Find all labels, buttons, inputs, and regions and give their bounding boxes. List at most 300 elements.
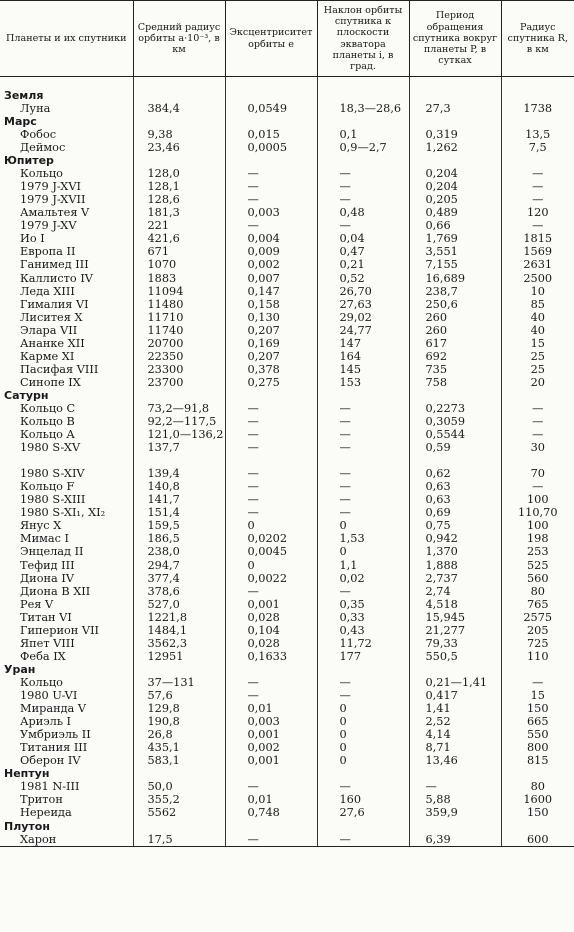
table-row bbox=[0, 376, 574, 389]
table-body bbox=[0, 77, 574, 847]
radius-cell: 765 bbox=[501, 598, 574, 611]
spacer-cell bbox=[225, 454, 317, 467]
period-cell: 1,262 bbox=[409, 141, 501, 154]
table-row bbox=[0, 833, 574, 847]
orbit-radius-cell: 1221,8 bbox=[133, 611, 225, 624]
eccentricity-cell: 0,001 bbox=[225, 754, 317, 767]
table-row bbox=[0, 285, 574, 298]
orbit-radius-cell: 23,46 bbox=[133, 141, 225, 154]
satellite-name: Кольцо B bbox=[20, 415, 75, 429]
header-radius-orbit: Средний радиус орбиты a·10⁻³, в км bbox=[133, 1, 225, 77]
satellite-name: Тритон bbox=[20, 793, 63, 807]
planet-name: Юпитер bbox=[4, 154, 54, 168]
radius-cell: 253 bbox=[501, 546, 574, 559]
inclination-cell: 145 bbox=[317, 363, 409, 376]
orbit-radius-cell: 3562,3 bbox=[133, 637, 225, 650]
planet-row bbox=[0, 767, 574, 780]
empty-cell bbox=[133, 154, 225, 167]
eccentricity-cell: 0,004 bbox=[225, 233, 317, 246]
radius-cell: 110 bbox=[501, 650, 574, 663]
orbit-radius-cell: 527,0 bbox=[133, 598, 225, 611]
satellite-name: Амальтея V bbox=[20, 206, 90, 220]
satellite-name: Элара VII bbox=[20, 323, 78, 337]
planet-name: Уран bbox=[4, 663, 36, 677]
empty-cell bbox=[133, 89, 225, 102]
radius-cell: — bbox=[501, 428, 574, 441]
inclination-cell: — bbox=[317, 219, 409, 232]
satellite-name: Тефид III bbox=[20, 558, 75, 572]
empty-cell bbox=[133, 767, 225, 780]
table-row bbox=[0, 780, 574, 793]
radius-cell: 2500 bbox=[501, 272, 574, 285]
satellite-name: Гиперион VII bbox=[20, 623, 99, 637]
planet-row bbox=[0, 389, 574, 402]
period-cell: 359,9 bbox=[409, 807, 501, 820]
eccentricity-cell: 0,009 bbox=[225, 246, 317, 259]
period-cell: 1,888 bbox=[409, 559, 501, 572]
table-row bbox=[0, 676, 574, 689]
satellite-name: Ариэль I bbox=[20, 715, 72, 729]
period-cell: 0,204 bbox=[409, 180, 501, 193]
satellite-name: Диона IV bbox=[20, 571, 74, 585]
inclination-cell: 1,53 bbox=[317, 533, 409, 546]
spacer-cell bbox=[317, 77, 409, 90]
radius-cell: 25 bbox=[501, 350, 574, 363]
satellite-name: Леда XIII bbox=[20, 284, 75, 298]
orbit-radius-cell: 137,7 bbox=[133, 441, 225, 454]
period-cell: 692 bbox=[409, 350, 501, 363]
radius-cell: 110,70 bbox=[501, 506, 574, 519]
period-cell: 260 bbox=[409, 324, 501, 337]
empty-cell bbox=[501, 154, 574, 167]
orbit-radius-cell: 139,4 bbox=[133, 467, 225, 480]
table-row bbox=[0, 428, 574, 441]
period-cell: 0,205 bbox=[409, 193, 501, 206]
orbit-radius-cell: 186,5 bbox=[133, 533, 225, 546]
planet-name: Плутон bbox=[4, 819, 50, 833]
table-row bbox=[0, 572, 574, 585]
orbit-radius-cell: 294,7 bbox=[133, 559, 225, 572]
empty-cell bbox=[225, 767, 317, 780]
eccentricity-cell: 0,0202 bbox=[225, 533, 317, 546]
period-cell: 735 bbox=[409, 363, 501, 376]
table-row bbox=[0, 206, 574, 219]
table-row bbox=[0, 167, 574, 180]
empty-cell bbox=[409, 115, 501, 128]
table-row bbox=[0, 141, 574, 154]
radius-cell: 85 bbox=[501, 298, 574, 311]
spacer-cell bbox=[225, 77, 317, 90]
orbit-radius-cell: 57,6 bbox=[133, 689, 225, 702]
inclination-cell: 27,63 bbox=[317, 298, 409, 311]
period-cell: 1,370 bbox=[409, 546, 501, 559]
radius-cell: 100 bbox=[501, 520, 574, 533]
table-row bbox=[0, 728, 574, 741]
table-row bbox=[0, 324, 574, 337]
header-inclination: Наклон орбиты спутника к плоскости экватора планеты i, в град. bbox=[317, 1, 409, 77]
inclination-cell: 27,6 bbox=[317, 807, 409, 820]
orbit-radius-cell: 23300 bbox=[133, 363, 225, 376]
radius-cell: 80 bbox=[501, 780, 574, 793]
orbit-radius-cell: 11740 bbox=[133, 324, 225, 337]
inclination-cell: 0,35 bbox=[317, 598, 409, 611]
table-row bbox=[0, 793, 574, 806]
eccentricity-cell: — bbox=[225, 219, 317, 232]
table-row bbox=[0, 363, 574, 376]
inclination-cell: — bbox=[317, 506, 409, 519]
eccentricity-cell: 0,001 bbox=[225, 728, 317, 741]
period-cell: 2,52 bbox=[409, 715, 501, 728]
satellite-name: Титания III bbox=[20, 741, 88, 755]
orbit-radius-cell: 128,0 bbox=[133, 167, 225, 180]
orbit-radius-cell: 140,8 bbox=[133, 480, 225, 493]
satellite-name: 1980 S-XIV bbox=[20, 467, 85, 481]
satellite-name: Нереида bbox=[20, 806, 72, 820]
satellite-name: Каллисто IV bbox=[20, 271, 93, 285]
satellite-name: Деймос bbox=[20, 141, 66, 155]
satellite-name: Ганимед III bbox=[20, 258, 89, 272]
radius-cell: 13,5 bbox=[501, 128, 574, 141]
inclination-cell: — bbox=[317, 415, 409, 428]
period-cell: 0,75 bbox=[409, 520, 501, 533]
period-cell: 0,319 bbox=[409, 128, 501, 141]
radius-cell: 10 bbox=[501, 285, 574, 298]
eccentricity-cell: 0,028 bbox=[225, 637, 317, 650]
period-cell: 0,63 bbox=[409, 493, 501, 506]
radius-cell: — bbox=[501, 167, 574, 180]
period-cell: 21,277 bbox=[409, 624, 501, 637]
orbit-radius-cell: 5562 bbox=[133, 807, 225, 820]
radius-cell: 800 bbox=[501, 741, 574, 754]
radius-cell: 80 bbox=[501, 585, 574, 598]
period-cell: 250,6 bbox=[409, 298, 501, 311]
eccentricity-cell: 0,147 bbox=[225, 285, 317, 298]
orbit-radius-cell: 12951 bbox=[133, 650, 225, 663]
radius-cell: 2575 bbox=[501, 611, 574, 624]
inclination-cell: 1,1 bbox=[317, 559, 409, 572]
empty-cell bbox=[225, 820, 317, 833]
radius-cell: 15 bbox=[501, 689, 574, 702]
eccentricity-cell: 0,001 bbox=[225, 598, 317, 611]
inclination-cell: 0,02 bbox=[317, 572, 409, 585]
radius-cell: — bbox=[501, 219, 574, 232]
eccentricity-cell: — bbox=[225, 833, 317, 847]
period-cell: 550,5 bbox=[409, 650, 501, 663]
header-eccentricity: Эксцентриситет орбиты e bbox=[225, 1, 317, 77]
spacer-row bbox=[0, 77, 574, 90]
spacer-cell bbox=[501, 77, 574, 90]
spacer-cell bbox=[133, 454, 225, 467]
radius-cell: — bbox=[501, 180, 574, 193]
empty-cell bbox=[409, 663, 501, 676]
empty-cell bbox=[225, 389, 317, 402]
satellite-name: 1979 J-XV bbox=[20, 219, 77, 233]
table-row bbox=[0, 689, 574, 702]
table-row bbox=[0, 741, 574, 754]
satellite-name: Ио I bbox=[20, 232, 45, 246]
orbit-radius-cell: 1883 bbox=[133, 272, 225, 285]
table-row bbox=[0, 520, 574, 533]
inclination-cell: — bbox=[317, 441, 409, 454]
inclination-cell: 18,3—28,6 bbox=[317, 102, 409, 115]
table-row bbox=[0, 480, 574, 493]
satellite-name: Умбриэль II bbox=[20, 728, 91, 742]
table-row bbox=[0, 102, 574, 115]
satellite-name: 1979 J-XVII bbox=[20, 193, 86, 207]
eccentricity-cell: — bbox=[225, 415, 317, 428]
eccentricity-cell: 0,007 bbox=[225, 272, 317, 285]
eccentricity-cell: 0,207 bbox=[225, 324, 317, 337]
empty-cell bbox=[133, 820, 225, 833]
empty-cell bbox=[501, 389, 574, 402]
orbit-radius-cell: 92,2—117,5 bbox=[133, 415, 225, 428]
table-row bbox=[0, 598, 574, 611]
inclination-cell: 0 bbox=[317, 741, 409, 754]
spacer-cell bbox=[317, 454, 409, 467]
eccentricity-cell: 0,104 bbox=[225, 624, 317, 637]
spacer-cell bbox=[409, 454, 501, 467]
inclination-cell: 26,70 bbox=[317, 285, 409, 298]
inclination-cell: 153 bbox=[317, 376, 409, 389]
empty-cell bbox=[501, 115, 574, 128]
orbit-radius-cell: 22350 bbox=[133, 350, 225, 363]
period-cell: — bbox=[409, 780, 501, 793]
table-row bbox=[0, 233, 574, 246]
inclination-cell: 0,1 bbox=[317, 128, 409, 141]
satellite-name: Кольцо F bbox=[20, 480, 75, 494]
satellite-name: Кольцо A bbox=[20, 428, 75, 442]
empty-cell bbox=[409, 767, 501, 780]
period-cell: 2,74 bbox=[409, 585, 501, 598]
empty-cell bbox=[501, 89, 574, 102]
empty-cell bbox=[317, 663, 409, 676]
satellite-name: Кольцо bbox=[20, 167, 63, 181]
period-cell: 0,2273 bbox=[409, 402, 501, 415]
orbit-radius-cell: 159,5 bbox=[133, 520, 225, 533]
period-cell: 0,66 bbox=[409, 219, 501, 232]
radius-cell: 20 bbox=[501, 376, 574, 389]
radius-cell: 1600 bbox=[501, 793, 574, 806]
orbit-radius-cell: 435,1 bbox=[133, 741, 225, 754]
planet-row bbox=[0, 663, 574, 676]
radius-cell: 205 bbox=[501, 624, 574, 637]
eccentricity-cell: — bbox=[225, 780, 317, 793]
inclination-cell: 0,48 bbox=[317, 206, 409, 219]
satellite-name: Энцелад II bbox=[20, 545, 84, 559]
spacer-cell bbox=[133, 77, 225, 90]
table-row bbox=[0, 415, 574, 428]
empty-cell bbox=[501, 663, 574, 676]
planet-name: Земля bbox=[4, 89, 44, 103]
spacer-row bbox=[0, 454, 574, 467]
table-row bbox=[0, 246, 574, 259]
orbit-radius-cell: 11480 bbox=[133, 298, 225, 311]
period-cell: 0,417 bbox=[409, 689, 501, 702]
eccentricity-cell: — bbox=[225, 585, 317, 598]
inclination-cell: 0,21 bbox=[317, 259, 409, 272]
orbit-radius-cell: 238,0 bbox=[133, 546, 225, 559]
spacer-cell bbox=[409, 77, 501, 90]
orbit-radius-cell: 583,1 bbox=[133, 754, 225, 767]
satellite-name: 1980 S-XV bbox=[20, 441, 81, 455]
satellite-name: Миранда V bbox=[20, 702, 87, 716]
satellite-name: Феба IX bbox=[20, 649, 66, 663]
eccentricity-cell: 0,003 bbox=[225, 715, 317, 728]
empty-cell bbox=[409, 89, 501, 102]
period-cell: 15,945 bbox=[409, 611, 501, 624]
period-cell: 4,14 bbox=[409, 728, 501, 741]
orbit-radius-cell: 129,8 bbox=[133, 702, 225, 715]
radius-cell: — bbox=[501, 676, 574, 689]
eccentricity-cell: — bbox=[225, 180, 317, 193]
inclination-cell: — bbox=[317, 676, 409, 689]
table-row bbox=[0, 624, 574, 637]
planet-row bbox=[0, 89, 574, 102]
eccentricity-cell: 0,0005 bbox=[225, 141, 317, 154]
inclination-cell: 0 bbox=[317, 546, 409, 559]
orbit-radius-cell: 128,1 bbox=[133, 180, 225, 193]
period-cell: 4,518 bbox=[409, 598, 501, 611]
table-row bbox=[0, 533, 574, 546]
eccentricity-cell: 0,207 bbox=[225, 350, 317, 363]
radius-cell: 25 bbox=[501, 363, 574, 376]
radius-cell: 1569 bbox=[501, 246, 574, 259]
satellite-name: Рея V bbox=[20, 597, 54, 611]
table-row bbox=[0, 402, 574, 415]
orbit-radius-cell: 121,0—136,2 bbox=[133, 428, 225, 441]
eccentricity-cell: — bbox=[225, 467, 317, 480]
orbit-radius-cell: 1070 bbox=[133, 259, 225, 272]
radius-cell: 560 bbox=[501, 572, 574, 585]
empty-cell bbox=[225, 115, 317, 128]
orbit-radius-cell: 73,2—91,8 bbox=[133, 402, 225, 415]
table-row bbox=[0, 702, 574, 715]
spacer-cell bbox=[0, 77, 133, 90]
inclination-cell: 0,9—2,7 bbox=[317, 141, 409, 154]
empty-cell bbox=[409, 820, 501, 833]
satellite-name: Ананке XII bbox=[20, 336, 85, 350]
period-cell: 16,689 bbox=[409, 272, 501, 285]
radius-cell: 150 bbox=[501, 702, 574, 715]
table-row bbox=[0, 219, 574, 232]
inclination-cell: 160 bbox=[317, 793, 409, 806]
orbit-radius-cell: 190,8 bbox=[133, 715, 225, 728]
inclination-cell: — bbox=[317, 833, 409, 847]
satellite-name: Лиситея X bbox=[20, 310, 83, 324]
period-cell: 8,71 bbox=[409, 741, 501, 754]
eccentricity-cell: 0,130 bbox=[225, 311, 317, 324]
period-cell: 0,59 bbox=[409, 441, 501, 454]
inclination-cell: 0 bbox=[317, 715, 409, 728]
period-cell: 758 bbox=[409, 376, 501, 389]
orbit-radius-cell: 141,7 bbox=[133, 493, 225, 506]
period-cell: 0,5544 bbox=[409, 428, 501, 441]
inclination-cell: 29,02 bbox=[317, 311, 409, 324]
inclination-cell: 0 bbox=[317, 728, 409, 741]
planet-name: Марс bbox=[4, 115, 37, 129]
table-row bbox=[0, 637, 574, 650]
inclination-cell: 0 bbox=[317, 702, 409, 715]
period-cell: 13,46 bbox=[409, 754, 501, 767]
inclination-cell: 0 bbox=[317, 520, 409, 533]
inclination-cell: 177 bbox=[317, 650, 409, 663]
eccentricity-cell: — bbox=[225, 441, 317, 454]
eccentricity-cell: 0,01 bbox=[225, 793, 317, 806]
satellite-name: Харон bbox=[0, 833, 133, 847]
inclination-cell: — bbox=[317, 167, 409, 180]
period-cell: 5,88 bbox=[409, 793, 501, 806]
eccentricity-cell: — bbox=[225, 428, 317, 441]
eccentricity-cell: 0,169 bbox=[225, 337, 317, 350]
table-row bbox=[0, 193, 574, 206]
inclination-cell: — bbox=[317, 467, 409, 480]
table-row bbox=[0, 585, 574, 598]
spacer-cell bbox=[0, 454, 133, 467]
eccentricity-cell: 0,1633 bbox=[225, 650, 317, 663]
satellite-name: 1980 U-VI bbox=[20, 689, 78, 702]
table-row bbox=[0, 298, 574, 311]
orbit-radius-cell: 128,6 bbox=[133, 193, 225, 206]
table-row bbox=[0, 337, 574, 350]
period-cell: 0,204 bbox=[409, 167, 501, 180]
eccentricity-cell: — bbox=[225, 689, 317, 702]
inclination-cell: 0,52 bbox=[317, 272, 409, 285]
satellite-name: Луна bbox=[20, 102, 51, 115]
inclination-cell: — bbox=[317, 689, 409, 702]
table-row bbox=[0, 493, 574, 506]
eccentricity-cell: — bbox=[225, 402, 317, 415]
eccentricity-cell: 0,158 bbox=[225, 298, 317, 311]
satellite-name: Гималия VI bbox=[20, 297, 89, 311]
period-cell: 1,41 bbox=[409, 702, 501, 715]
empty-cell bbox=[317, 89, 409, 102]
period-cell: 0,62 bbox=[409, 467, 501, 480]
satellite-name: 1980 S-XIII bbox=[20, 493, 86, 507]
inclination-cell: 0 bbox=[317, 754, 409, 767]
orbit-radius-cell: 1484,1 bbox=[133, 624, 225, 637]
table-row bbox=[0, 467, 574, 480]
empty-cell bbox=[501, 767, 574, 780]
empty-cell bbox=[133, 389, 225, 402]
satellite-name: Титан VI bbox=[20, 610, 72, 624]
radius-cell: 1738 bbox=[501, 102, 574, 115]
table-row bbox=[0, 559, 574, 572]
table-row bbox=[0, 611, 574, 624]
inclination-cell: 24,77 bbox=[317, 324, 409, 337]
table-row bbox=[0, 546, 574, 559]
orbit-radius-cell: 384,4 bbox=[133, 102, 225, 115]
table-row bbox=[0, 350, 574, 363]
table-header bbox=[0, 1, 574, 77]
satellite-name: 1981 N-III bbox=[20, 780, 80, 794]
inclination-cell: — bbox=[317, 428, 409, 441]
table-row bbox=[0, 128, 574, 141]
period-cell: 7,155 bbox=[409, 259, 501, 272]
inclination-cell: — bbox=[317, 180, 409, 193]
radius-cell: 198 bbox=[501, 533, 574, 546]
orbit-radius-cell: 20700 bbox=[133, 337, 225, 350]
radius-cell: 40 bbox=[501, 324, 574, 337]
radius-cell: 600 bbox=[501, 833, 574, 847]
header-planets: Планеты и их спутники bbox=[0, 1, 133, 77]
satellite-name: Оберон IV bbox=[20, 754, 81, 768]
radius-cell: 725 bbox=[501, 637, 574, 650]
inclination-cell: — bbox=[317, 585, 409, 598]
inclination-cell: — bbox=[317, 480, 409, 493]
eccentricity-cell: 0,003 bbox=[225, 206, 317, 219]
empty-cell bbox=[317, 767, 409, 780]
orbit-radius-cell: 23700 bbox=[133, 376, 225, 389]
